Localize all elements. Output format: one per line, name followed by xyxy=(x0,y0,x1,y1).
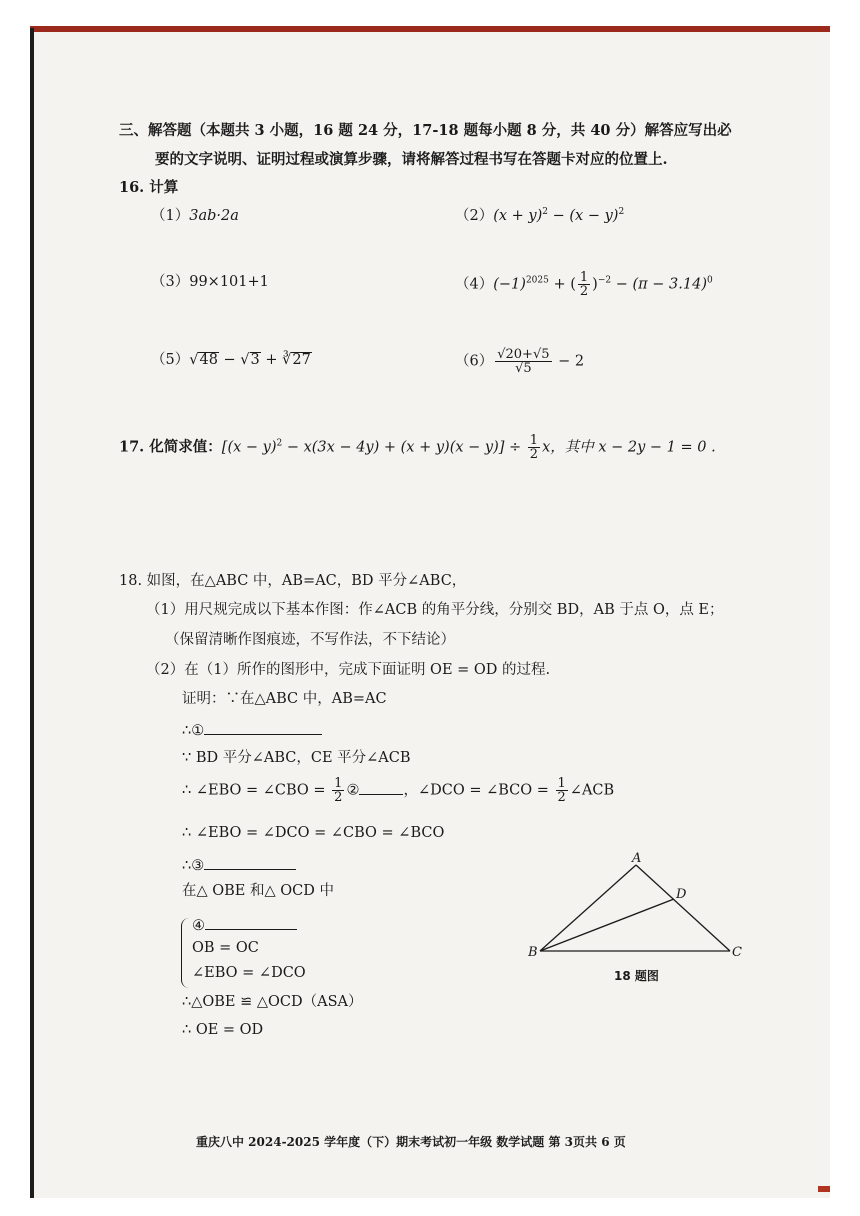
q16-part5-radicand-c: 27 xyxy=(292,352,311,368)
proof-blank-1-label: ∴① xyxy=(182,723,205,739)
proof-line-4d: ∠ACB xyxy=(569,782,615,799)
q16-part4-frac-num: 1 xyxy=(579,270,589,285)
label-a: A xyxy=(632,851,642,866)
proof-line-4c: ，∠DCO = ∠BCO = xyxy=(403,782,554,799)
brace-line-2: OB = OC xyxy=(192,940,259,956)
q16-part5-number: （5） xyxy=(151,352,190,368)
side-ab xyxy=(540,865,636,951)
q16-part1 xyxy=(151,209,239,224)
q16-part4 xyxy=(455,271,713,298)
q17 xyxy=(119,434,716,461)
proof-blank-3-label: ∴③ xyxy=(182,858,205,874)
label-d: D xyxy=(676,887,687,902)
proof-line-9: ∴ OE = OD xyxy=(182,1022,264,1038)
q16-part2 xyxy=(455,209,624,224)
q16-part6-frac-num: √20+√5 xyxy=(497,347,550,362)
proof-line-4-frac-1 xyxy=(332,777,344,804)
q16-part4-a: (−1) xyxy=(493,276,526,293)
q17-expr-b: − x(3x − 4y) + (x + y)(x − y)] ÷ xyxy=(282,439,526,456)
q16-part2-exp-a: 2 xyxy=(542,207,549,218)
proof-line-4 xyxy=(182,777,614,804)
brace-line-3: ∠EBO = ∠DCO xyxy=(192,965,306,981)
section-title-cont: 要的文字说明、证明过程或演算步骤，请将解答过程书写在答题卡对应的位置上. xyxy=(155,151,668,168)
q16-part1-expr: 3ab·2a xyxy=(189,208,239,224)
proof-line-3: ∵ BD 平分∠ABC，CE 平分∠ACB xyxy=(182,750,411,766)
segment-bd xyxy=(540,899,674,951)
corner-mark xyxy=(818,1186,830,1192)
brace-line-1 xyxy=(192,917,297,934)
q16-part4-number: （4） xyxy=(455,276,494,293)
q16-part3-number: （3） xyxy=(151,274,190,290)
q16-part3-expr: 99×101+1 xyxy=(189,274,269,290)
q16-part2-exp-b: 2 xyxy=(618,207,625,218)
proof-blank-2[interactable] xyxy=(359,782,403,795)
q16-part5-sqrt-a: √ xyxy=(189,352,199,368)
proof-line-4-frac-2 xyxy=(556,777,568,804)
q16-part5-cbrt: + ∛ xyxy=(260,352,292,368)
q17-label: 17. 化简求值： xyxy=(119,438,222,456)
q16-part5-radicand-b: 3 xyxy=(250,352,260,368)
q17-frac-num: 1 xyxy=(529,433,539,448)
proof-line-8: ∴△OBE ≌ △OCD（ASA） xyxy=(182,994,363,1010)
proof-brace xyxy=(181,918,190,988)
proof-blank-4-label: ④ xyxy=(192,918,205,934)
q16-part6 xyxy=(455,348,584,375)
q16-part2-expr-a: (x + y) xyxy=(493,208,543,224)
q16-part4-fraction xyxy=(578,271,590,298)
q16-part4-c: ) xyxy=(592,276,598,293)
page-footer: 重庆八中 2024-2025 学年度（下）期末考试初一年级 数学试题 第 3页共 6 页 xyxy=(196,1135,626,1149)
q16-part4-exp3: 0 xyxy=(706,275,713,286)
proof-blank-3[interactable] xyxy=(204,857,296,870)
q16-part4-frac-den: 2 xyxy=(579,284,589,299)
proof-line-7: 在△ OBE 和△ OCD 中 xyxy=(182,883,334,899)
q18-part1-note: （保留清晰作图痕迹，不写作法，不下结论） xyxy=(165,632,455,648)
proof-blank-4[interactable] xyxy=(205,917,297,930)
q16-part6-frac-den: √5 xyxy=(515,361,532,376)
q16-part5-sqrt-b: − √ xyxy=(218,352,250,368)
q17-expr-c: x，其中 x − 2y − 1 = 0 . xyxy=(542,439,716,456)
figure-caption: 18 题图 xyxy=(614,969,659,983)
q16-part4-exp2: −2 xyxy=(597,275,612,286)
q16-part4-exp1: 2025 xyxy=(525,275,549,286)
q17-expr-a: [(x − y) xyxy=(221,439,277,456)
proof-line-4a: ∴ ∠EBO = ∠CBO = xyxy=(182,782,331,799)
q16-part6-number: （6） xyxy=(455,353,494,370)
proof-blank-2-label: ② xyxy=(346,782,360,799)
proof-line-6 xyxy=(182,857,296,874)
proof-frac1-num: 1 xyxy=(334,776,343,791)
q16-part5-radicand-a: 48 xyxy=(199,352,218,368)
q16-part2-expr-b: − (x − y) xyxy=(548,208,619,224)
q16-part4-b: + ( xyxy=(548,276,576,293)
triangle-figure xyxy=(528,848,748,988)
top-border xyxy=(30,26,830,32)
q16-part1-number: （1） xyxy=(151,208,190,224)
proof-line-2 xyxy=(182,722,322,739)
q16-part6-fraction xyxy=(495,348,551,375)
q18-part2: （2）在（1）所作的图形中，完成下面证明 OE = OD 的过程. xyxy=(146,662,551,678)
label-c: C xyxy=(732,945,742,960)
q18-part1: （1）用尺规完成以下基本作图：作∠ACB 的角平分线，分别交 BD，AB 于点 O，点 E； xyxy=(146,602,724,618)
proof-frac2-den: 2 xyxy=(557,790,566,805)
q16-part3 xyxy=(151,275,269,290)
proof-line-5: ∴ ∠EBO = ∠DCO = ∠CBO = ∠BCO xyxy=(182,825,445,841)
q16-part5 xyxy=(151,352,312,368)
q16-part4-d: − (π − 3.14) xyxy=(611,276,707,293)
q17-exp: 2 xyxy=(276,438,283,449)
proof-blank-1[interactable] xyxy=(204,722,322,735)
q17-frac-den: 2 xyxy=(529,447,539,462)
proof-frac1-den: 2 xyxy=(334,790,343,805)
q18-label: 18. 如图，在△ABC 中，AB=AC，BD 平分∠ABC， xyxy=(119,573,467,589)
proof-line-1: 证明：∵在△ABC 中，AB=AC xyxy=(182,691,387,707)
q16-part6-tail: − 2 xyxy=(553,353,585,370)
label-b: B xyxy=(528,945,538,960)
left-edge-shadow xyxy=(30,28,34,1198)
q16-label: 16. 计算 xyxy=(119,179,179,196)
section-title: 三、解答题（本题共 3 小题，16 题 24 分，17-18 题每小题 8 分，共 40 分）解答应写出必 xyxy=(119,122,732,139)
q16-part2-number: （2） xyxy=(455,208,494,224)
q17-fraction xyxy=(528,434,540,461)
proof-frac2-num: 1 xyxy=(557,776,566,791)
